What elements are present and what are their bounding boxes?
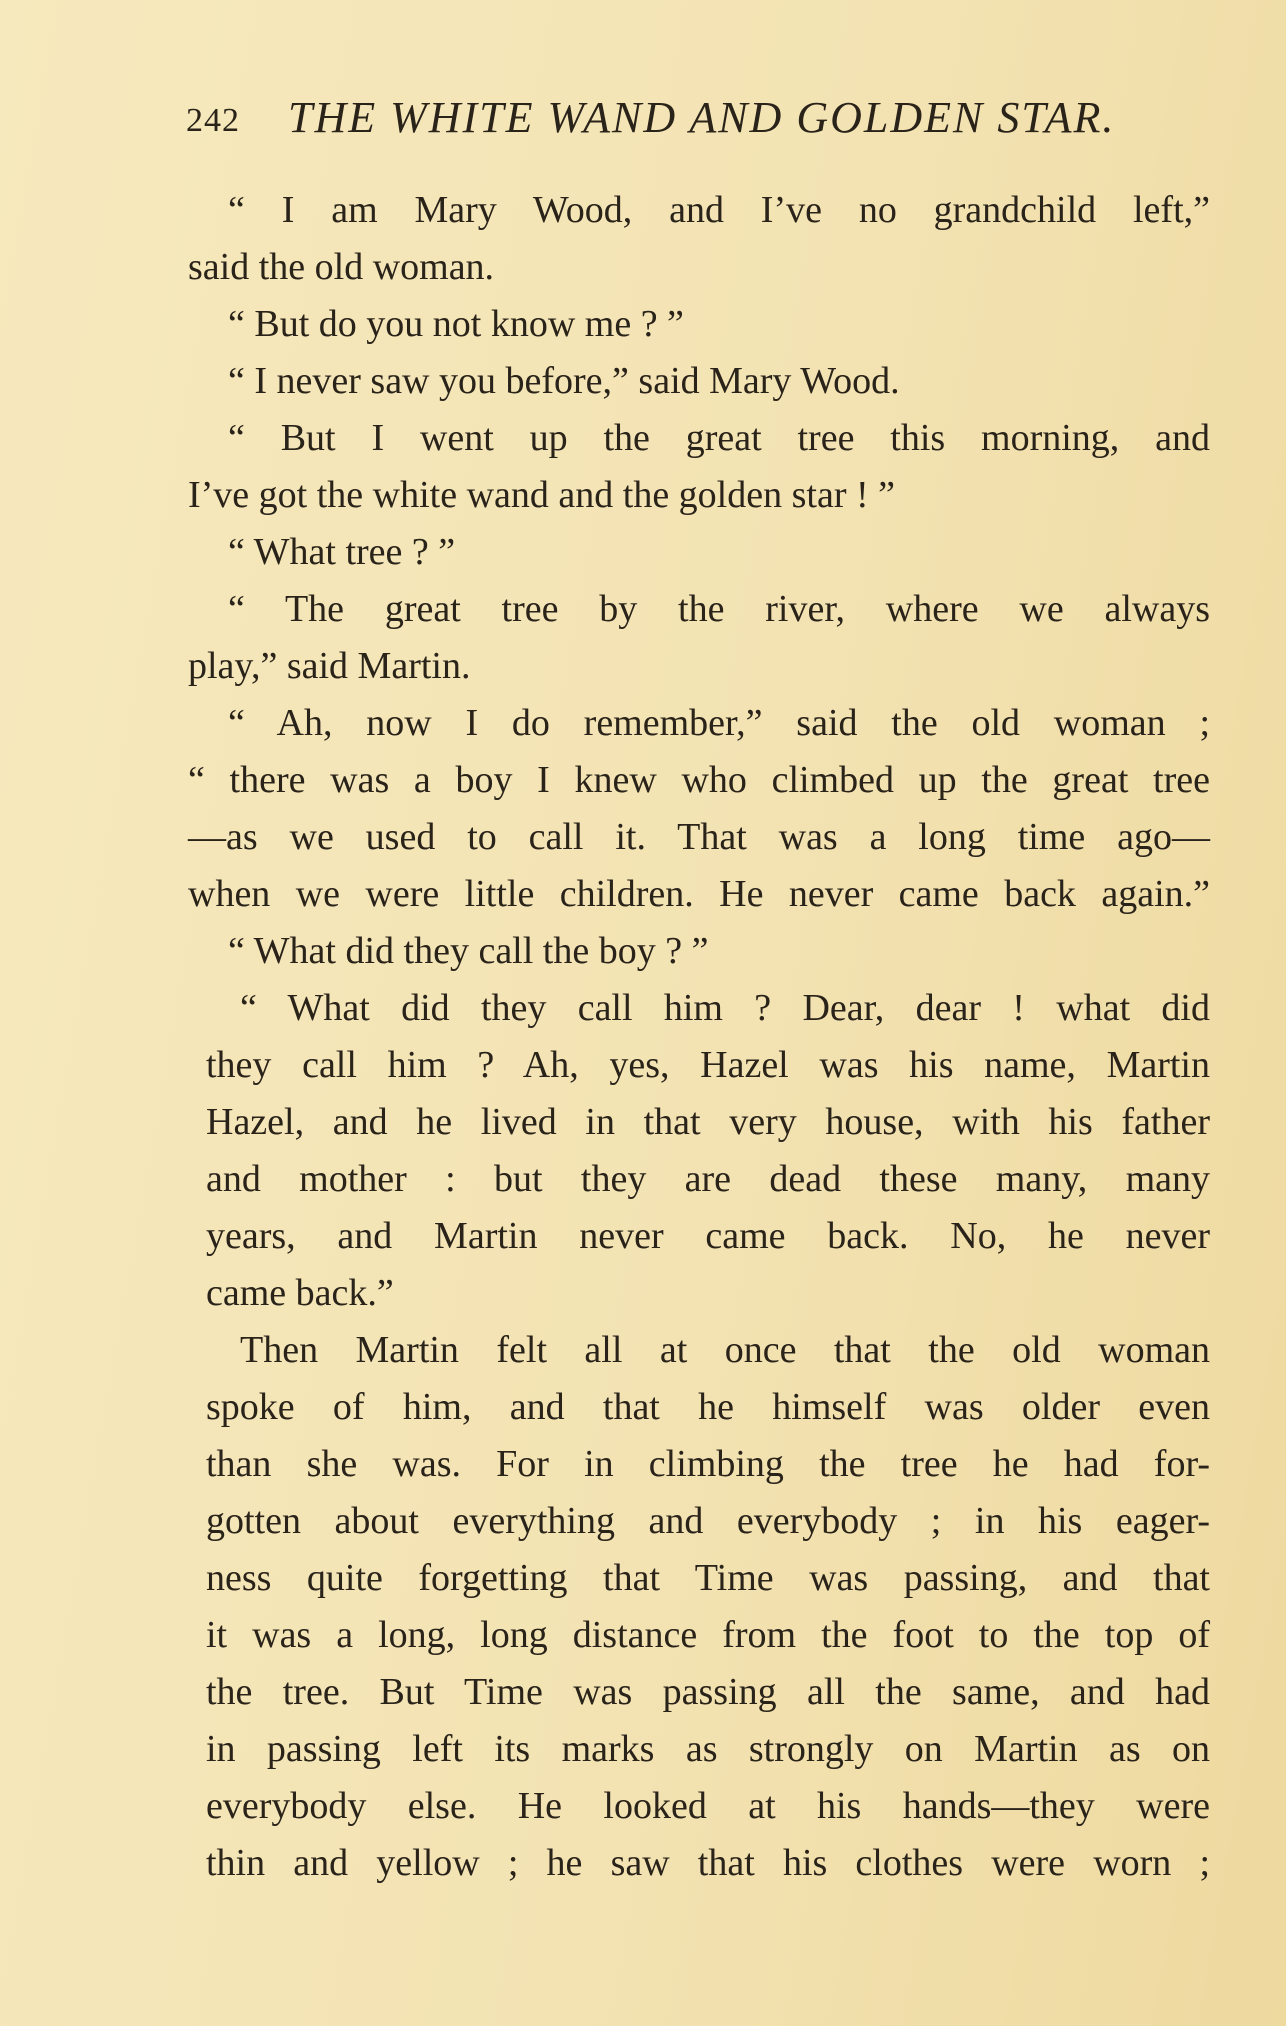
text-line: than she was. For in climbing the tree he had for-: [206, 1443, 1210, 1485]
text-line: “ What did they call him ? Dear, dear ! what did: [240, 987, 1210, 1029]
text-line: spoke of him, and that he himself was older even: [206, 1386, 1210, 1428]
body-text: [188, 182, 1210, 1892]
text-line: “ What did they call the boy ? ”: [228, 930, 709, 972]
text-line: “ I am Mary Wood, and I’ve no grandchild left,”: [228, 189, 1210, 231]
text-line: “ I never saw you before,” said Mary Wood.: [228, 360, 900, 402]
text-line: “ there was a boy I knew who climbed up the great tree: [188, 759, 1210, 801]
text-line: they call him ? Ah, yes, Hazel was his name, Martin: [206, 1044, 1210, 1086]
page-number: 242: [186, 102, 240, 139]
text-line: “ What tree ? ”: [228, 531, 456, 573]
text-line: —as we used to call it. That was a long time ago—: [188, 816, 1210, 858]
running-title: THE WHITE WAND AND GOLDEN STAR.: [288, 93, 1116, 142]
text-line: came back.”: [206, 1272, 394, 1314]
text-line: thin and yellow ; he saw that his clothes were worn ;: [206, 1842, 1210, 1884]
text-line: Hazel, and he lived in that very house, with his father: [206, 1101, 1210, 1143]
text-line: “ The great tree by the river, where we always: [228, 588, 1210, 630]
text-line: everybody else. He looked at his hands—they were: [206, 1785, 1210, 1827]
text-line: gotten about everything and everybody ; in his eager-: [206, 1500, 1210, 1542]
text-line: when we were little children. He never came back again.”: [188, 873, 1210, 915]
text-line: said the old woman.: [188, 246, 495, 288]
text-line: “ But do you not know me ? ”: [228, 303, 684, 345]
text-line: Then Martin felt all at once that the old woman: [240, 1329, 1210, 1371]
text-line: and mother : but they are dead these many, many: [206, 1158, 1210, 1200]
text-line: in passing left its marks as strongly on Martin as on: [206, 1728, 1210, 1770]
page-header: [186, 92, 1226, 152]
text-line: the tree. But Time was passing all the same, and had: [206, 1671, 1210, 1713]
text-line: “ But I went up the great tree this morning, and: [228, 417, 1210, 459]
text-line: I’ve got the white wand and the golden star ! ”: [188, 474, 895, 516]
text-line: years, and Martin never came back. No, he never: [206, 1215, 1210, 1257]
text-line: “ Ah, now I do remember,” said the old woman ;: [228, 702, 1210, 744]
text-line: ness quite forgetting that Time was passing, and that: [206, 1557, 1210, 1599]
text-line: it was a long, long distance from the foot to the top of: [206, 1614, 1210, 1656]
text-line: play,” said Martin.: [188, 645, 471, 687]
